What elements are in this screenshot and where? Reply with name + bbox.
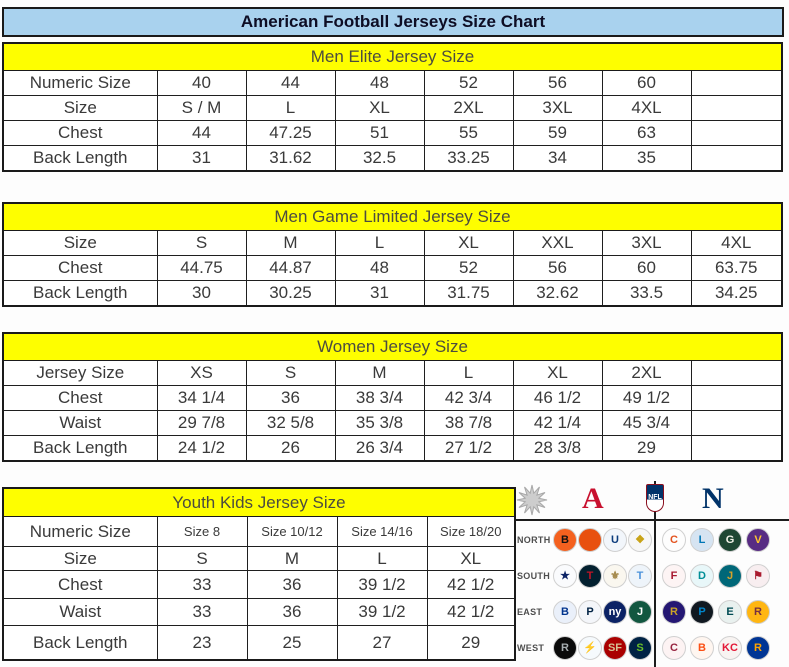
saints-logo-icon: ⚜ bbox=[603, 564, 627, 588]
cell: 42 1/2 bbox=[427, 599, 515, 626]
panthers-logo-icon: P bbox=[690, 600, 714, 624]
cell: 60 bbox=[602, 256, 691, 281]
row-label: Size bbox=[3, 96, 157, 121]
row-label: Waist bbox=[3, 599, 157, 626]
cell: 42 1/2 bbox=[427, 571, 515, 599]
division-label: WEST bbox=[517, 643, 545, 653]
cell: 39 1/2 bbox=[337, 599, 427, 626]
cell: Size 14/16 bbox=[337, 517, 427, 547]
table-header: Men Game Limited Jersey Size bbox=[3, 203, 782, 231]
cell: XS bbox=[157, 361, 246, 386]
cell: 29 bbox=[602, 436, 691, 462]
cardinals-logo-icon: C bbox=[662, 636, 686, 660]
table-header: Men Elite Jersey Size bbox=[3, 43, 782, 71]
cell: 38 7/8 bbox=[424, 411, 513, 436]
table-row bbox=[3, 436, 782, 462]
cell: L bbox=[246, 96, 335, 121]
youth-kids-size-table bbox=[2, 487, 516, 661]
cell: L bbox=[424, 361, 513, 386]
cell: 33 bbox=[157, 599, 247, 626]
jets-logo-icon: J bbox=[628, 600, 652, 624]
table-row bbox=[3, 547, 515, 571]
cell: M bbox=[246, 231, 335, 256]
conference-header-band bbox=[514, 481, 789, 521]
cell: 3XL bbox=[602, 231, 691, 256]
cell: XL bbox=[424, 231, 513, 256]
table-row bbox=[3, 146, 782, 172]
nfc-logo-icon: N bbox=[702, 482, 724, 515]
cell: 28 3/8 bbox=[513, 436, 602, 462]
cell bbox=[691, 71, 782, 96]
seahawks-logo-icon: S bbox=[628, 636, 652, 660]
patriots-logo-icon: P bbox=[578, 600, 602, 624]
afc-logo-icon: A bbox=[582, 482, 604, 515]
cell: XL bbox=[427, 547, 515, 571]
row-label: Back Length bbox=[3, 626, 157, 661]
falcons-logo-icon: F bbox=[662, 564, 686, 588]
cell: L bbox=[337, 547, 427, 571]
colts-logo-icon: U bbox=[603, 528, 627, 552]
cell: 29 bbox=[427, 626, 515, 661]
cell: 35 bbox=[602, 146, 691, 172]
cell: 60 bbox=[602, 71, 691, 96]
cell: 35 3/8 bbox=[335, 411, 424, 436]
broncos-logo-icon: B bbox=[690, 636, 714, 660]
row-label: Numeric Size bbox=[3, 517, 157, 547]
cell: 45 3/4 bbox=[602, 411, 691, 436]
cell: 4XL bbox=[691, 231, 782, 256]
division-label: SOUTH bbox=[517, 571, 550, 581]
women-size-table bbox=[2, 332, 783, 462]
cell: 47.25 bbox=[246, 121, 335, 146]
bengals-logo-icon: B bbox=[553, 528, 577, 552]
cowboys-star-logo-icon: ★ bbox=[553, 564, 577, 588]
cell: Size 8 bbox=[157, 517, 247, 547]
raiders-logo-icon: R bbox=[553, 636, 577, 660]
nfc-south-logos bbox=[662, 564, 770, 588]
row-label: Waist bbox=[3, 411, 157, 436]
table-row bbox=[3, 71, 782, 96]
cell: S bbox=[246, 361, 335, 386]
cell: S / M bbox=[157, 96, 246, 121]
lions-logo-icon: L bbox=[690, 528, 714, 552]
cell: 56 bbox=[513, 71, 602, 96]
table-header: Youth Kids Jersey Size bbox=[3, 488, 515, 517]
division-label: NORTH bbox=[517, 535, 551, 545]
ravens-logo-icon: R bbox=[662, 600, 686, 624]
table-row bbox=[3, 626, 515, 661]
row-label: Size bbox=[3, 547, 157, 571]
table-row bbox=[3, 231, 782, 256]
nfl-shield-icon: NFL bbox=[646, 484, 664, 512]
cell: 27 1/2 bbox=[424, 436, 513, 462]
table-row bbox=[3, 411, 782, 436]
texans-logo-icon: T bbox=[578, 564, 602, 588]
cell: 30.25 bbox=[246, 281, 335, 307]
cell: 63.75 bbox=[691, 256, 782, 281]
titans-logo-icon: T bbox=[628, 564, 652, 588]
row-label: Size bbox=[3, 231, 157, 256]
cell bbox=[691, 121, 782, 146]
cell: 48 bbox=[335, 71, 424, 96]
cell: 26 bbox=[246, 436, 335, 462]
bills-logo-icon: B bbox=[553, 600, 577, 624]
cell: 31 bbox=[157, 146, 246, 172]
chiefs-logo-icon: KC bbox=[718, 636, 742, 660]
nfc-west-logos bbox=[662, 636, 770, 660]
table-row bbox=[3, 281, 782, 307]
table-row bbox=[3, 96, 782, 121]
cell: 29 7/8 bbox=[157, 411, 246, 436]
browns-logo-icon bbox=[578, 528, 602, 552]
row-label: Chest bbox=[3, 386, 157, 411]
table-row bbox=[3, 121, 782, 146]
cell: 31.75 bbox=[424, 281, 513, 307]
cell: XXL bbox=[513, 231, 602, 256]
cell: S bbox=[157, 231, 246, 256]
cell: 31.62 bbox=[246, 146, 335, 172]
starburst-icon bbox=[516, 484, 548, 516]
cell: 2XL bbox=[424, 96, 513, 121]
table-row bbox=[3, 256, 782, 281]
row-label: Chest bbox=[3, 571, 157, 599]
cell: M bbox=[335, 361, 424, 386]
cell: 32 5/8 bbox=[246, 411, 335, 436]
cell: 56 bbox=[513, 256, 602, 281]
cell: 44 bbox=[157, 121, 246, 146]
cell: 40 bbox=[157, 71, 246, 96]
cell: 36 bbox=[247, 599, 337, 626]
packers-logo-icon: G bbox=[718, 528, 742, 552]
giants-logo-icon: ny bbox=[603, 600, 627, 624]
table-header: Women Jersey Size bbox=[3, 333, 782, 361]
cell: M bbox=[247, 547, 337, 571]
cell: XL bbox=[513, 361, 602, 386]
cell: 44 bbox=[246, 71, 335, 96]
cell: 33 bbox=[157, 571, 247, 599]
nfc-east-logos bbox=[662, 600, 770, 624]
division-rows bbox=[514, 522, 789, 667]
rams-logo-icon: R bbox=[746, 636, 770, 660]
jaguars-logo-icon: J bbox=[718, 564, 742, 588]
steelers-logo-icon: ❖ bbox=[628, 528, 652, 552]
cell: 4XL bbox=[602, 96, 691, 121]
men-game-limited-size-table bbox=[2, 202, 783, 307]
cell: 33.5 bbox=[602, 281, 691, 307]
cell: 33.25 bbox=[424, 146, 513, 172]
cell: 3XL bbox=[513, 96, 602, 121]
cell: 34.25 bbox=[691, 281, 782, 307]
49ers-logo-icon: SF bbox=[603, 636, 627, 660]
cell: 34 1/4 bbox=[157, 386, 246, 411]
cell: 59 bbox=[513, 121, 602, 146]
row-label: Back Length bbox=[3, 436, 157, 462]
cell: 52 bbox=[424, 71, 513, 96]
cell: Size 18/20 bbox=[427, 517, 515, 547]
cell: 44.87 bbox=[246, 256, 335, 281]
cell: 24 1/2 bbox=[157, 436, 246, 462]
cell: 25 bbox=[247, 626, 337, 661]
vikings-logo-icon: V bbox=[746, 528, 770, 552]
cell: 23 bbox=[157, 626, 247, 661]
cell: 32.62 bbox=[513, 281, 602, 307]
division-row-west bbox=[514, 630, 789, 666]
bears-logo-icon: C bbox=[662, 528, 686, 552]
nfc-north-logos bbox=[662, 528, 770, 552]
cell: S bbox=[157, 547, 247, 571]
cell: 42 3/4 bbox=[424, 386, 513, 411]
cell bbox=[691, 436, 782, 462]
cell: 36 bbox=[247, 571, 337, 599]
cell: 38 3/4 bbox=[335, 386, 424, 411]
cell bbox=[691, 96, 782, 121]
cell: 27 bbox=[337, 626, 427, 661]
eagles-logo-icon: E bbox=[718, 600, 742, 624]
division-row-north bbox=[514, 522, 789, 558]
cell: XL bbox=[335, 96, 424, 121]
cell: 31 bbox=[335, 281, 424, 307]
row-label: Back Length bbox=[3, 146, 157, 172]
cell: 44.75 bbox=[157, 256, 246, 281]
cell bbox=[691, 146, 782, 172]
men-elite-size-table bbox=[2, 42, 783, 172]
dolphins-logo-icon: D bbox=[690, 564, 714, 588]
division-row-south bbox=[514, 558, 789, 594]
cell bbox=[691, 386, 782, 411]
cell: 48 bbox=[335, 256, 424, 281]
row-label: Chest bbox=[3, 121, 157, 146]
cell: 30 bbox=[157, 281, 246, 307]
cell: 63 bbox=[602, 121, 691, 146]
row-label: Chest bbox=[3, 256, 157, 281]
cell: 39 1/2 bbox=[337, 571, 427, 599]
cell: 32.5 bbox=[335, 146, 424, 172]
table-row bbox=[3, 571, 515, 599]
cell: 49 1/2 bbox=[602, 386, 691, 411]
division-row-east bbox=[514, 594, 789, 630]
cell: 36 bbox=[246, 386, 335, 411]
row-label: Back Length bbox=[3, 281, 157, 307]
nfl-teams-panel bbox=[514, 481, 789, 667]
cell: 51 bbox=[335, 121, 424, 146]
page-title: American Football Jerseys Size Chart bbox=[2, 7, 784, 37]
cell bbox=[691, 361, 782, 386]
chargers-logo-icon: ⚡ bbox=[578, 636, 602, 660]
cell: L bbox=[335, 231, 424, 256]
cell: 34 bbox=[513, 146, 602, 172]
afc-north-logos bbox=[553, 528, 652, 552]
cell: 42 1/4 bbox=[513, 411, 602, 436]
cell: 55 bbox=[424, 121, 513, 146]
table-row bbox=[3, 386, 782, 411]
cell: Size 10/12 bbox=[247, 517, 337, 547]
afc-west-logos bbox=[553, 636, 652, 660]
cell bbox=[691, 411, 782, 436]
table-row bbox=[3, 517, 515, 547]
cell: 52 bbox=[424, 256, 513, 281]
table-row bbox=[3, 361, 782, 386]
afc-south-logos bbox=[553, 564, 652, 588]
redskins-logo-icon: R bbox=[746, 600, 770, 624]
division-label: EAST bbox=[517, 607, 543, 617]
afc-east-logos bbox=[553, 600, 652, 624]
row-label: Jersey Size bbox=[3, 361, 157, 386]
row-label: Numeric Size bbox=[3, 71, 157, 96]
table-row bbox=[3, 599, 515, 626]
cell: 26 3/4 bbox=[335, 436, 424, 462]
buccaneers-logo-icon: ⚑ bbox=[746, 564, 770, 588]
cell: 46 1/2 bbox=[513, 386, 602, 411]
cell: 2XL bbox=[602, 361, 691, 386]
